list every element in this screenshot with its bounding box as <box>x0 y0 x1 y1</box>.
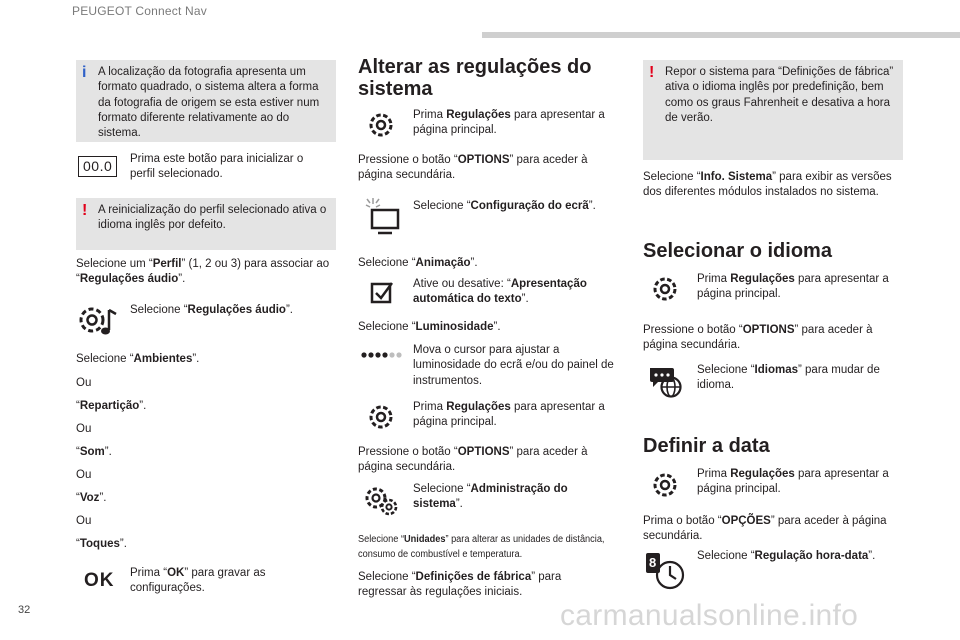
select-animation-text: Selecione “Animação”. <box>358 257 478 269</box>
press-options-text-1: Pressione o botão “OPTIONS” para aceder à página secundária. <box>358 154 588 182</box>
press-ok-text: Prima “OK” para gravar as configurações. <box>130 567 266 595</box>
or-text-3: Ou <box>76 469 92 481</box>
select-time-date-text: Selecione “Regulação hora-data”. <box>697 550 876 562</box>
option-toques: “Toques”. <box>76 538 127 550</box>
option-reparticao: “Repartição”. <box>76 400 147 412</box>
settings-gear-icon <box>366 110 396 140</box>
brightness-slider-icon <box>360 350 404 360</box>
warning-note-factory-defaults: ! Repor o sistema para “Definições de fábrica” ativa o idioma inglês por predefinição, bem como os graus Fahrenheit e desativa a hora de verão. <box>643 60 903 160</box>
clock-date-icon <box>644 551 686 591</box>
warning-note-profile-reset: ! A reinicialização do perfil selecionado ativa o idioma inglês por defeito. <box>76 198 336 250</box>
screen-brightness-icon <box>362 196 402 236</box>
or-text-1: Ou <box>76 377 92 389</box>
system-admin-icon <box>364 484 400 518</box>
select-profile-text: Selecione um “Perfil” (1, 2 ou 3) para associar ao “Regulações áudio”. <box>76 258 330 286</box>
settings-gear-icon-3 <box>650 274 680 304</box>
select-ambientes-text: Selecione “Ambientes”. <box>76 353 200 365</box>
option-som: “Som”. <box>76 446 112 458</box>
ok-icon: OK <box>84 570 115 591</box>
section-title-language: Selecionar o idioma <box>643 240 832 262</box>
press-settings-text-4: Prima Regulações para apresentar a página principal. <box>697 468 889 496</box>
language-icon <box>646 364 686 400</box>
select-system-admin-text: Selecione “Administração do sistema”. <box>413 483 568 511</box>
auto-text-display-text: Ative ou desative: “Apresentação automática do texto”. <box>413 278 587 306</box>
select-brightness-text: Selecione “Luminosidade”. <box>358 321 501 333</box>
section-title-system-settings: Alterar as regulações do sistema <box>358 56 592 101</box>
option-voz: “Voz”. <box>76 492 107 504</box>
section-title-date: Definir a data <box>643 435 770 457</box>
watermark: carmanualsonline.info <box>560 599 859 632</box>
info-icon: i <box>82 64 87 81</box>
warning-icon-2: ! <box>649 64 655 81</box>
press-options-pt-text: Prima o botão “OPÇÕES” para aceder à página secundária. <box>643 515 887 543</box>
move-cursor-text: Mova o cursor para ajustar a luminosidade do ecrã e/ou do painel de instrumentos. <box>413 344 614 387</box>
or-text-2: Ou <box>76 423 92 435</box>
press-settings-text-2: Prima Regulações para apresentar a página principal. <box>413 401 605 429</box>
initialize-button-icon: 00.0 <box>78 156 117 177</box>
settings-gear-icon-2 <box>366 402 396 432</box>
press-options-text-2: Pressione o botão “OPTIONS” para aceder à página secundária. <box>358 446 588 474</box>
select-factory-defaults-text: Selecione “Definições de fábrica” para regressar às regulações iniciais. <box>358 571 562 599</box>
or-text-4: Ou <box>76 515 92 527</box>
select-system-info-text: Selecione “Info. Sistema” para exibir as versões dos diferentes módulos instalados no sistema. <box>643 171 892 199</box>
select-audio-settings-text: Selecione “Regulações áudio”. <box>130 304 293 316</box>
settings-gear-icon-4 <box>650 470 680 500</box>
press-settings-text-3: Prima Regulações para apresentar a página principal. <box>697 273 889 301</box>
info-note-photo: i A localização da fotografia apresenta um formato quadrado, o sistema altera a forma da fotografia de origem se esta estiver num formato diferente relativamente ao do sistema. <box>76 60 336 142</box>
checkbox-icon <box>370 280 394 304</box>
select-screen-config-text: Selecione “Configuração do ecrã”. <box>413 200 596 212</box>
select-units-text: Selecione “Unidades” para alterar as unidades de distância, consumo de combustível e temperatura. <box>358 534 605 560</box>
press-options-text-3: Pressione o botão “OPTIONS” para aceder à página secundária. <box>643 324 873 352</box>
step-badge: 8 <box>649 555 657 570</box>
document-header-title: PEUGEOT Connect Nav <box>72 4 207 18</box>
warning-icon: ! <box>82 202 88 219</box>
initialize-profile-text: Prima este botão para inicializar o perfil selecionado. <box>130 153 304 181</box>
select-languages-text: Selecione “Idiomas” para mudar de idioma. <box>697 364 880 392</box>
press-settings-text-1: Prima Regulações para apresentar a página principal. <box>413 109 605 137</box>
audio-settings-icon <box>76 300 122 340</box>
page-number: 32 <box>18 604 31 616</box>
header-bar <box>482 32 960 38</box>
